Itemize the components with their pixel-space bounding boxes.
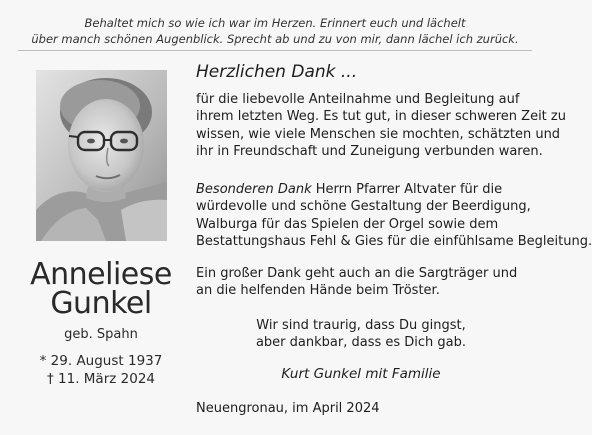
portrait-photo-icon	[36, 70, 167, 241]
text-line: aber dankbar, dass es Dich gab.	[255, 335, 467, 351]
text-line: ihr in Freundschaft und Zuneigung verbunden waren.	[196, 144, 543, 160]
place-date: Neuengronau, im April 2024	[196, 401, 380, 416]
text-line: Ein großer Dank geht auch an die Sargträger und	[196, 266, 518, 281]
divider	[18, 50, 532, 51]
text-line: für die liebevolle Anteilnahme und Begleitung auf	[196, 92, 520, 107]
life-dates	[0, 352, 202, 388]
text-fragment: Herrn Pfarrer Altvater für die	[311, 182, 503, 197]
text-line: ihrem letzten Weg. Es tut gut, in dieser schweren Zeit zu	[196, 109, 566, 125]
text-line: an die helfenden Hände beim Tröster.	[196, 283, 440, 299]
closing-verse	[196, 317, 526, 352]
thanks-paragraph-3	[196, 265, 517, 300]
deceased-last-name: Gunkel	[50, 286, 152, 321]
motto-line: Behaltet mich so wie ich war im Herzen. Erinnert euch und lächelt	[84, 16, 466, 30]
text-line: würdevolle und schöne Gestaltung der Beerdigung,	[196, 199, 531, 215]
birth-date: * 29. August 1937	[39, 353, 163, 369]
thanks-heading: Herzlichen Dank ...	[196, 62, 358, 82]
death-date: † 11. März 2024	[46, 371, 155, 387]
thanks-paragraph-2	[196, 181, 592, 251]
text-line: Bestattungshaus Fehl & Gies für die einfühlsame Begleitung.	[196, 234, 592, 250]
family-signature: Kurt Gunkel mit Familie	[281, 366, 441, 382]
special-thanks-lead: Besonderen Dank	[196, 182, 312, 197]
deceased-first-name: Anneliese	[30, 257, 172, 292]
maiden-name: geb. Spahn	[64, 327, 138, 342]
thanks-paragraph-1	[196, 91, 566, 161]
text-line: Walburga für das Spielen der Orgel sowie dem	[196, 216, 499, 232]
motto-verse	[0, 15, 550, 47]
text-line: wissen, wie viele Menschen sie mochten, schätzten und	[196, 126, 561, 142]
text-line	[196, 181, 592, 198]
motto-line: über manch schönen Augenblick. Sprecht ab und zu von mir, dann lächel ich zurück.	[31, 32, 519, 46]
text-line: Wir sind traurig, dass Du gingst,	[256, 318, 466, 333]
portrait-photo	[36, 70, 167, 241]
